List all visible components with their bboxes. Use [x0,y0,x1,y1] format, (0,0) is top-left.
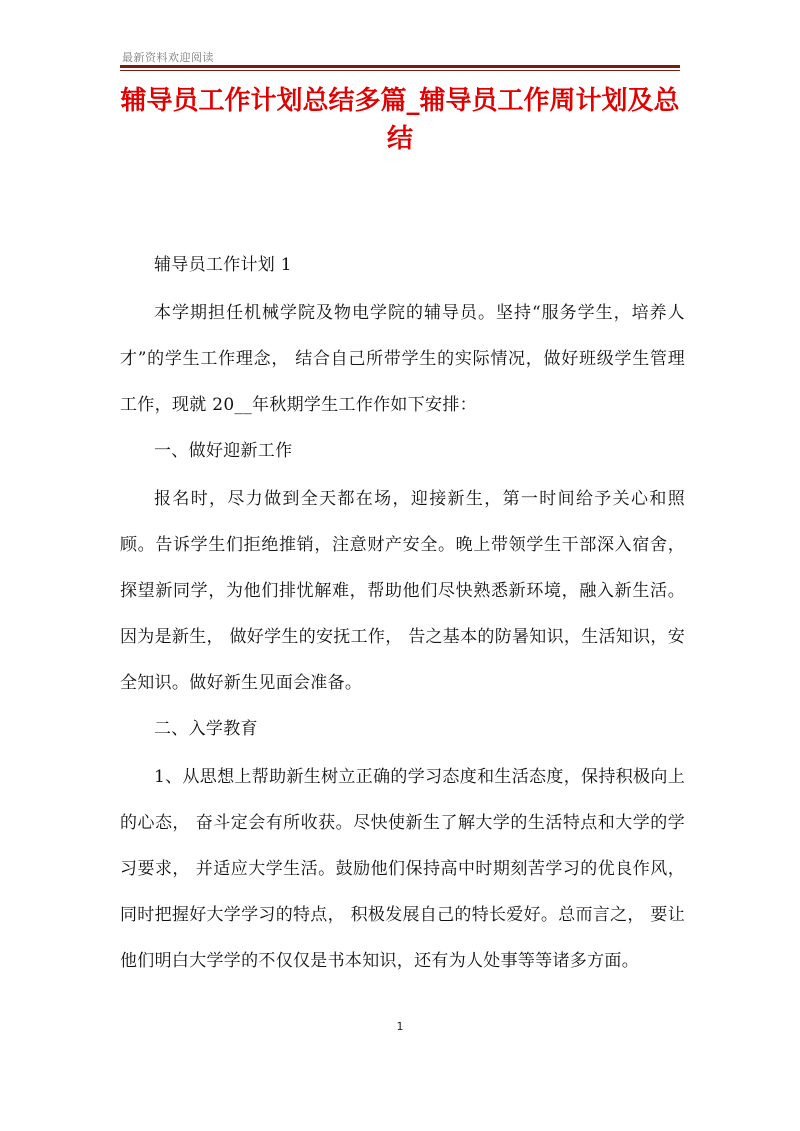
page-header [120,46,680,68]
section-heading: 辅导员工作计划 1 [154,255,292,275]
header-rule [120,65,680,68]
paragraph: 报名时，尽力做到全天都在场，迎接新生，第一时间给予关心和照顾。告诉学生们拒绝推销，注意财产安全。晚上带领学生干部深入宿舍，探望新同学，为他们排忧解难，帮助他们尽快熟悉新环境，融入新生活。因为是新生， 做好学生的安抚工作， 告之基本的防暑知识，生活知识，安全知识。做好新生见面会准备。 [120,489,686,693]
section-heading: 二、入学教育 [154,719,258,739]
header-rule-thin [120,70,680,71]
paragraph: 本学期担任机械学院及物电学院的辅导员。坚持“服务学生，培养人才”的学生工作理念， 结合自己所带学生的实际情况，做好班级学生管理工作，现就 20__年秋期学生工作作如下安排： [120,303,685,415]
document-title: 辅导员工作计划总结多篇_辅导员工作周计划及总结 [120,86,680,154]
document-body [120,242,685,984]
page-number: 1 [396,1020,404,1033]
header-text: 最新资料欢迎阅读 [122,51,214,64]
paragraph: 1、从思想上帮助新生树立正确的学习态度和生活态度，保持积极向上的心态， 奋斗定会有所收获。尽快使新生了解大学的生活特点和大学的学习要求， 并适应大学生活。鼓励他们保持高中时期刻苦学习的优良作风， 同时把握好大学学习的特点， 积极发展自己的特长爱好。总而言之， 要让他们明白大学学的不仅仅是书本知识，还有为人处事等等诸多方面。 [120,767,686,971]
section-heading: 一、做好迎新工作 [154,441,293,461]
